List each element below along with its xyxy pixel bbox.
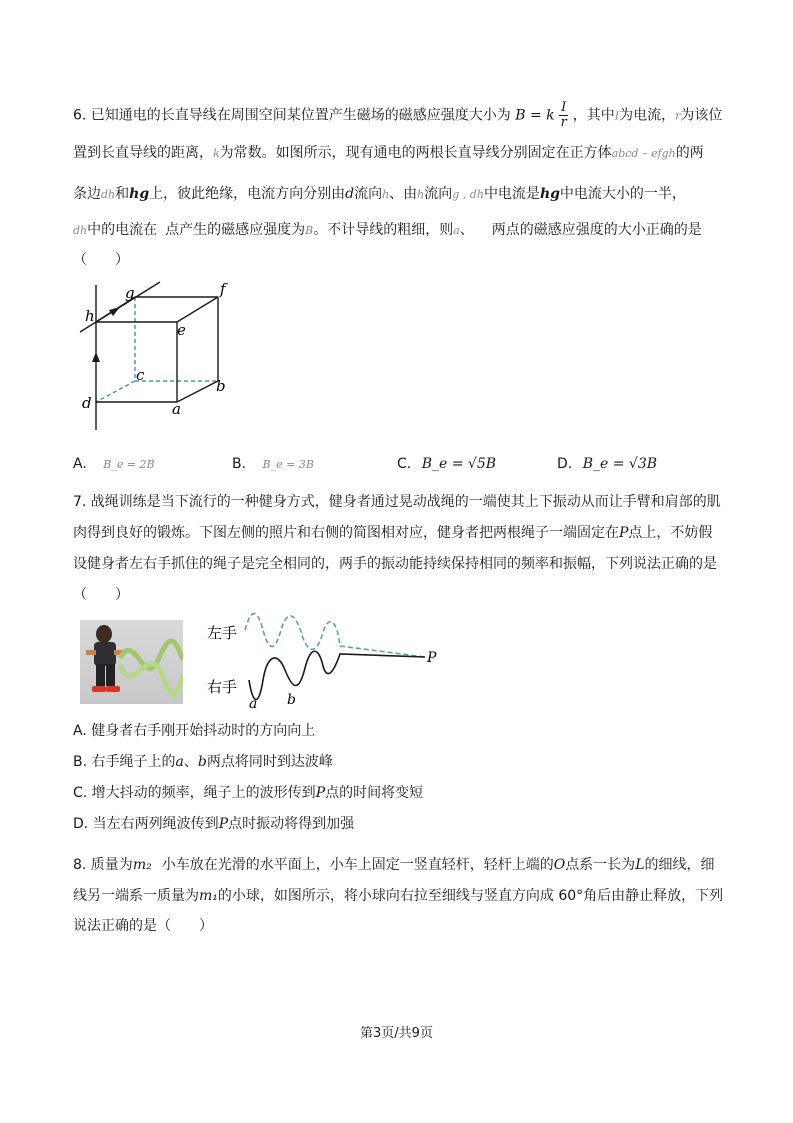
option-expr: B_e = 2B bbox=[103, 458, 155, 471]
q6-text: ，其中 bbox=[572, 107, 615, 124]
q6-line-2 bbox=[73, 143, 733, 164]
label-h: h bbox=[85, 307, 95, 325]
q7-option-c[interactable] bbox=[73, 783, 733, 803]
q6-text: 为常数。如图所示，现有通电的两根长直导线分别固定在正方体 bbox=[219, 145, 612, 161]
var-a: a bbox=[453, 224, 460, 237]
var-hg: hg bbox=[129, 186, 150, 202]
q6-text: 流向 bbox=[424, 186, 453, 202]
rope-wave-diagram bbox=[205, 610, 445, 710]
cube-figure bbox=[76, 280, 246, 432]
formula-numerator: I bbox=[561, 100, 567, 115]
q8-line-1 bbox=[73, 855, 733, 875]
q6-text: 点产生的磁感应强度为 bbox=[165, 222, 306, 238]
label-a: a bbox=[172, 400, 181, 418]
edge-cd-dashed bbox=[96, 381, 135, 402]
label-b: b bbox=[287, 692, 296, 708]
option-d[interactable] bbox=[557, 454, 657, 474]
q6-text: 为该位 bbox=[680, 107, 723, 124]
label-right-hand: 右手 bbox=[207, 678, 238, 696]
q8-text: 点系一长为 bbox=[565, 857, 636, 873]
label-b: b bbox=[216, 377, 226, 395]
q6-text: 流向 bbox=[354, 186, 383, 202]
var-b: B bbox=[305, 224, 314, 237]
q6-text: 、由 bbox=[389, 186, 418, 202]
var-r: r bbox=[675, 109, 681, 123]
label-p: P bbox=[427, 650, 437, 666]
option-expr: B_e = √3B bbox=[582, 456, 658, 472]
var-h: h bbox=[382, 188, 390, 201]
option-a[interactable] bbox=[73, 454, 155, 475]
var-d: d bbox=[345, 186, 355, 202]
option-text: 、 bbox=[183, 754, 198, 770]
page-number: 第3页/共9页 bbox=[360, 1026, 433, 1041]
option-b[interactable] bbox=[232, 454, 314, 475]
q7-option-b[interactable] bbox=[73, 752, 733, 772]
var-m1: m₁ bbox=[199, 888, 218, 904]
var-dh: dh bbox=[73, 224, 88, 237]
q7-text: 点上，不妨假 bbox=[628, 525, 713, 541]
option-expr: B_e = 3B bbox=[262, 458, 314, 471]
var-l: L bbox=[635, 857, 645, 873]
q6-text: 两点的磁感应强度的大小正确的是 bbox=[491, 222, 702, 238]
label-g: g bbox=[125, 284, 135, 302]
var-h: h bbox=[417, 188, 425, 201]
var-b: b bbox=[197, 754, 207, 770]
q7-text: 肉得到良好的锻炼。下图左侧的照片和右侧的简图相对应，健身者把两根绳子一端固定在 bbox=[73, 525, 619, 541]
formula-fraction bbox=[559, 101, 568, 130]
option-expr: B_e = √5B bbox=[421, 456, 497, 472]
option-text: C. 增大抖动的频率，绳子上的波形传到 bbox=[73, 785, 316, 801]
q6-text: 中电流大小的一半， bbox=[559, 186, 686, 202]
q6-line-4 bbox=[73, 220, 733, 241]
var-p: P bbox=[315, 785, 326, 801]
q6-line-1 bbox=[73, 101, 733, 130]
option-label: D. bbox=[557, 456, 573, 472]
q6-text: 上，彼此绝缘，电流方向分别由 bbox=[149, 186, 346, 202]
option-text: B. 右手绳子上的 bbox=[73, 754, 176, 770]
q6-text: 。不计导线的粗细，则 bbox=[313, 222, 454, 238]
option-label: B. bbox=[232, 456, 247, 472]
arrow-right-icon bbox=[109, 307, 120, 316]
q6-text: 和 bbox=[115, 186, 130, 202]
label-a: a bbox=[249, 696, 258, 710]
q7-line-3: 设健身者左右手抓住的绳子是完全相同的，两手的振动能持续保持相同的频率和振幅，下列说法正确的是 bbox=[73, 556, 717, 572]
var-p: P bbox=[218, 816, 229, 832]
label-f: f bbox=[220, 280, 226, 298]
edge-fe bbox=[177, 297, 218, 322]
label-left-hand: 左手 bbox=[207, 624, 238, 642]
label-d: d bbox=[82, 394, 92, 412]
q7-option-a[interactable]: A. 健身者右手刚开始抖动时的方向向上 bbox=[73, 723, 316, 739]
var-a: a bbox=[175, 754, 184, 770]
battle-rope-photo bbox=[80, 620, 183, 704]
q6-text: 、 bbox=[459, 222, 474, 238]
option-text: 点时振动将得到加强 bbox=[228, 816, 355, 832]
right-hand-rope bbox=[249, 651, 425, 699]
q8-line-3: 说法正确的是（ ） bbox=[73, 918, 213, 934]
var-g-dh: g , dh bbox=[452, 188, 484, 201]
q7-paren: （ ） bbox=[73, 587, 129, 603]
q6-text: 的两 bbox=[675, 145, 704, 161]
label-e: e bbox=[177, 321, 186, 339]
q8-line-2 bbox=[73, 886, 733, 906]
option-c[interactable] bbox=[397, 454, 496, 474]
q6-text: 中电流是 bbox=[483, 186, 540, 202]
q8-text: 线另一端系一质量为 bbox=[73, 888, 199, 904]
option-text: 点的时间将变短 bbox=[325, 785, 424, 801]
option-text: 两点将同时到达波峰 bbox=[206, 754, 333, 770]
option-label: C. bbox=[397, 456, 412, 472]
option-label: A. bbox=[73, 456, 87, 472]
var-hg: hg bbox=[539, 186, 560, 202]
q7-line-2 bbox=[73, 523, 733, 543]
var-k: k bbox=[213, 147, 220, 160]
left-hand-rope bbox=[245, 614, 425, 658]
edge-ab bbox=[177, 381, 218, 402]
var-o: O bbox=[553, 857, 566, 873]
q6-line-3 bbox=[73, 184, 733, 205]
q7-line-1: 7. 战绳训练是当下流行的一种健身方式，健身者通过晃动战绳的一端使其上下振动从而让手臂和肩部的肌 bbox=[73, 494, 721, 510]
var-m2: m₂ bbox=[132, 857, 152, 873]
q8-text: 的细线，细 bbox=[644, 857, 715, 873]
label-c: c bbox=[136, 366, 145, 384]
formula-denominator: r bbox=[560, 115, 567, 130]
q6-text: 6. 已知通电的长直导线在周围空间某位置产生磁场的磁感应强度大小为 bbox=[73, 107, 511, 124]
arrow-up-icon bbox=[92, 352, 100, 362]
q6-paren: （ ） bbox=[73, 252, 129, 268]
q8-text: 小车放在光滑的水平面上，小车上固定一竖直轻杆，轻杆上端的 bbox=[161, 857, 554, 873]
q8-text: 的小球，如图所示，将小球向右拉至细线与竖直方向成 60°角后由静止释放，下列 bbox=[217, 888, 724, 904]
q6-text: 条边 bbox=[73, 186, 101, 202]
q8-text: 8. 质量为 bbox=[73, 857, 133, 873]
var-i: I bbox=[614, 109, 620, 123]
formula-b-k: B = k bbox=[515, 107, 555, 124]
cube-label: abcd – efgh bbox=[611, 147, 676, 160]
q6-text: 中的电流在 bbox=[87, 222, 158, 238]
var-dh: dh bbox=[101, 188, 116, 201]
q7-option-d[interactable] bbox=[73, 814, 733, 834]
var-p: P bbox=[619, 525, 629, 541]
q6-text: 置到长直导线的距离， bbox=[73, 145, 213, 161]
q6-text: 为电流， bbox=[619, 107, 676, 124]
option-text: D. 当左右两列绳波传到 bbox=[73, 816, 219, 832]
